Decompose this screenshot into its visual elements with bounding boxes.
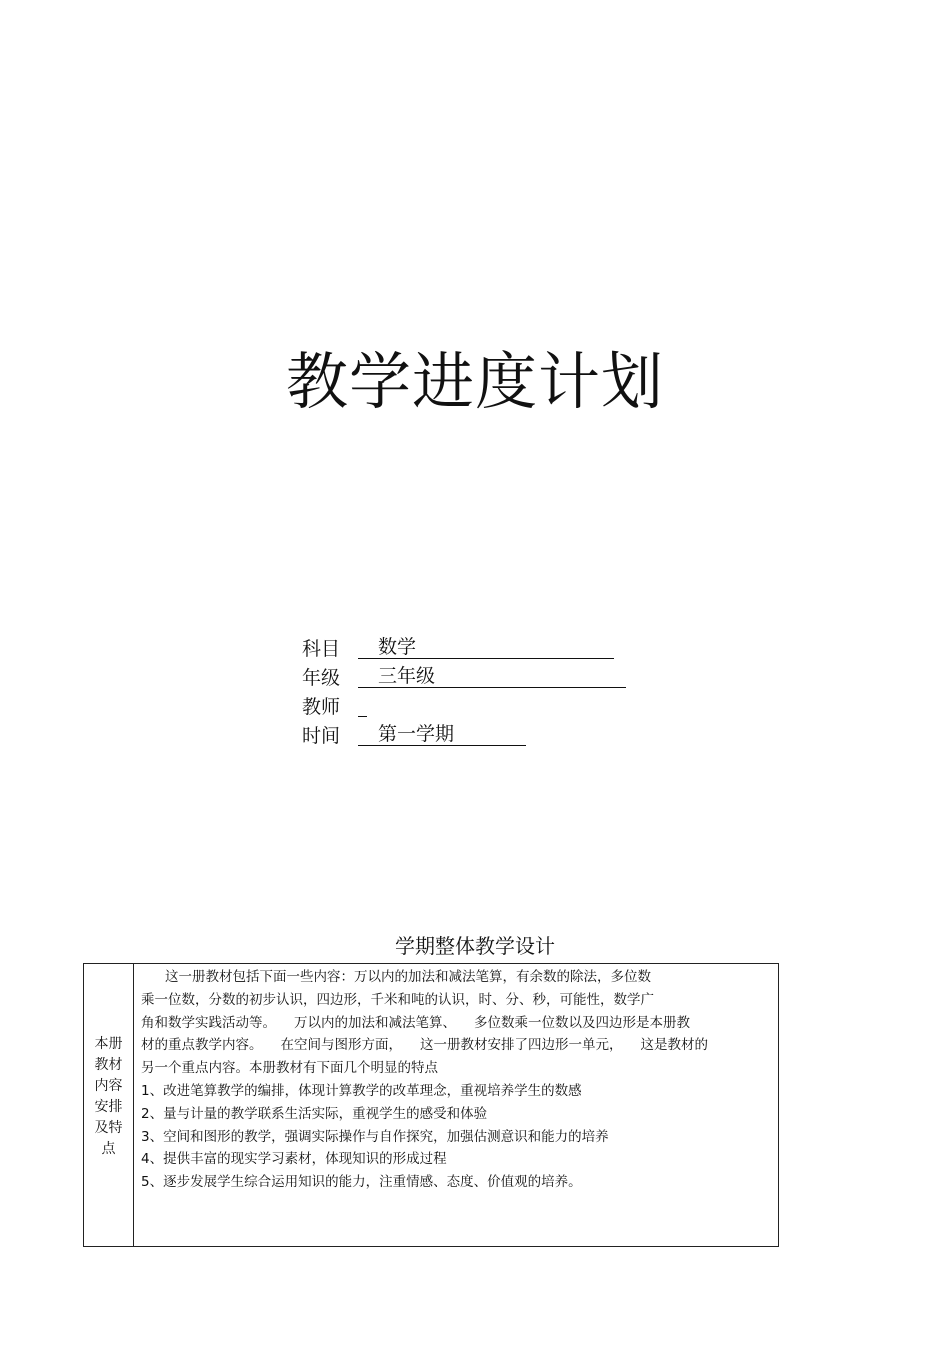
side-label-line: 安排 xyxy=(94,1099,123,1115)
grade-row xyxy=(302,661,626,690)
side-label-line: 教材 xyxy=(94,1057,123,1073)
paragraph-fragment: 材的重点教学内容。 xyxy=(141,1037,263,1054)
paragraph-line xyxy=(141,1012,768,1035)
feature-point: 1、改进笔算教学的编排，体现计算教学的改革理念，重视培养学生的数感 xyxy=(141,1082,582,1099)
page-title: 教学进度计划 xyxy=(285,345,664,418)
time-row xyxy=(302,719,626,748)
subject-label: 科目 xyxy=(302,638,341,660)
grade-label: 年级 xyxy=(302,667,341,689)
paragraph-fragment: 这一册教材安排了四边形一单元， xyxy=(420,1037,623,1054)
paragraph-line xyxy=(141,1034,768,1057)
side-label-line: 本册 xyxy=(94,1036,123,1052)
paragraph-line: 乘一位数，分数的初步认识，四边形，千米和吨的认识，时、分、秒，可能性，数学广 xyxy=(141,991,654,1008)
side-header-text xyxy=(95,1034,123,1160)
side-label-line: 内容 xyxy=(94,1078,123,1094)
side-label-line: 及特 xyxy=(94,1120,123,1136)
feature-point: 4、提供丰富的现实学习素材，体现知识的形成过程 xyxy=(141,1151,447,1168)
teacher-label: 教师 xyxy=(302,696,341,718)
grade-value: 三年级 xyxy=(358,665,626,688)
cover-info xyxy=(302,632,626,748)
section-title: 学期整体教学设计 xyxy=(395,934,555,958)
feature-point: 5、逐步发展学生综合运用知识的能力，注重情感、态度、价值观的培养。 xyxy=(141,1174,582,1191)
paragraph-fragment: 在空间与图形方面， xyxy=(280,1037,402,1054)
paragraph-fragment: 这是教材的 xyxy=(640,1037,708,1054)
paragraph-fragment: 角和数学实践活动等。 xyxy=(141,1014,276,1031)
side-label-line: 点 xyxy=(101,1141,116,1157)
teacher-value xyxy=(358,716,367,717)
subject-value: 数学 xyxy=(358,636,614,659)
paragraph-line: 这一册教材包括下面一些内容：万以内的加法和减法笔算，有余数的除法，多位数 xyxy=(165,969,651,985)
feature-point: 3、空间和图形的教学，强调实际操作与自作探究，加强估测意识和能力的培养 xyxy=(141,1128,609,1145)
side-header-cell xyxy=(84,964,134,1246)
subject-row xyxy=(302,632,626,661)
paragraph-line: 另一个重点内容。本册教材有下面几个明显的特点 xyxy=(141,1060,438,1077)
paragraph-fragment: 多位数乘一位数以及四边形是本册教 xyxy=(474,1014,690,1031)
content-cell xyxy=(134,964,778,1246)
paragraph-fragment: 万以内的加法和减法笔算、 xyxy=(294,1014,456,1031)
design-table xyxy=(83,963,779,1247)
time-label: 时间 xyxy=(302,725,341,747)
teacher-row xyxy=(302,690,626,719)
time-value: 第一学期 xyxy=(358,723,526,746)
feature-point: 2、量与计量的教学联系生活实际，重视学生的感受和体验 xyxy=(141,1105,488,1122)
